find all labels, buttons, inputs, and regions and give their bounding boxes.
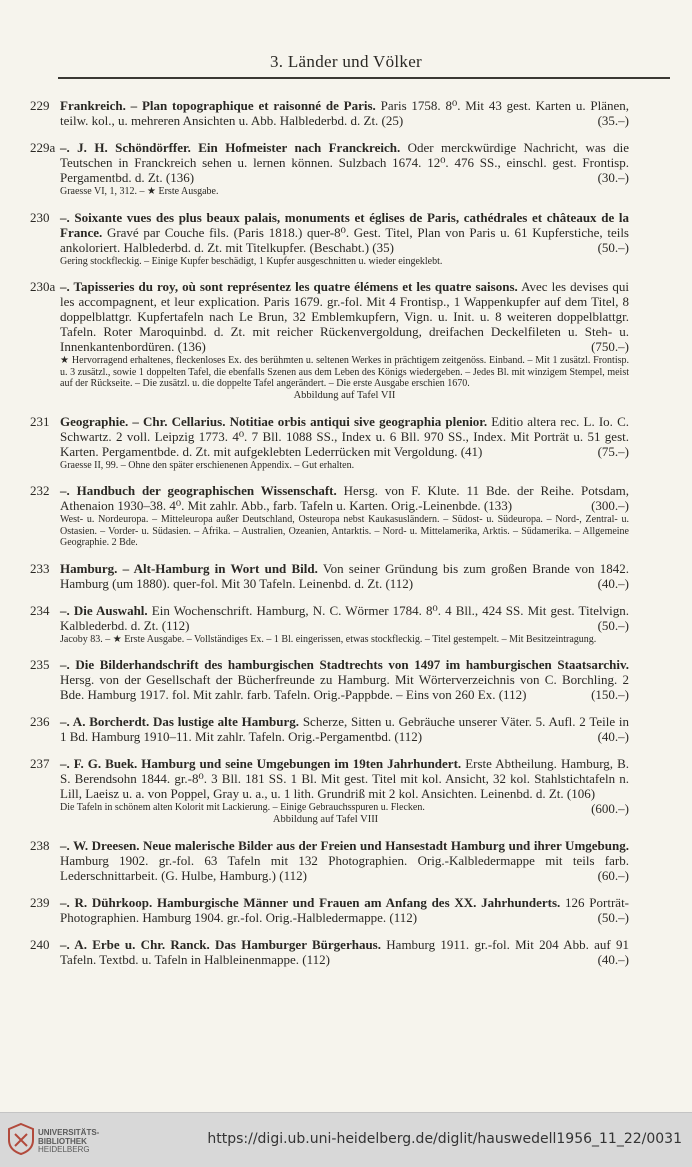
entry-description: Editio altera rec. L. Io. C. Schwartz. 2 voll. Leipzig 1773. 4⁰. 7 Bll. 1088 SS., Index u. 6 Bll. 970 SS., Index. Mit Porträt u. 51 gest. Karten. Pergamentbde. d. Zt. mit aufgeklebten Lederrücken mit Vergoldung. (41) [60, 413, 630, 459]
figure-reference: Abbildung auf Tafel VII [293, 389, 396, 401]
institution-name: UNIVERSITÄTS- BIBLIOTHEK HEIDELBERG [38, 1128, 100, 1154]
entry-description: Erste Abtheilung. Hamburg, B. S. Berendsohn 1844. gr.-8⁰. 3 Bll. 181 SS. 1 Bl. Mit gest. Titel mit kol. Ansicht, 32 kol. Stahlstichtafeln n. Lill, Laeisz u. a. von Poppel, Gray u. a., u. 1 lith. Grundriß mit 2 kol. Ansichten. Leinenbd. d. Zt. (106) [60, 756, 629, 801]
entry-price: (300.–) [591, 498, 629, 513]
figure-reference: Abbildung auf Tafel VIII [272, 813, 379, 825]
entry-number: 229 [30, 98, 50, 113]
university-seal-icon [6, 1122, 36, 1156]
entry-price: (40.–) [597, 575, 629, 591]
entry-title: –. Soixante vues des plus beaux palais, monuments et églises de Paris, cathédrales et châteaux de la France. [60, 209, 629, 240]
entry-title: Geographie. – Chr. Cellarius. Notitiae orbis antiqui sive geographia plenior. [60, 413, 488, 429]
entry-note: Die Tafeln in schönem alten Kolorit mit Lackierung. – Einige Gebrauchsspuren u. Flecken. [60, 802, 425, 813]
catalog-entry [0, 838, 692, 883]
entry-body [60, 657, 629, 702]
entry-price: (35.–) [597, 113, 629, 128]
entry-note: Graesse II, 99. – Ohne den später erschienenen Appendix. – Gut erhalten. [60, 459, 355, 471]
entry-price: (50.–) [597, 239, 629, 255]
catalog-entry [0, 98, 692, 128]
entry-body [60, 838, 629, 883]
entry-price: (40.–) [597, 729, 629, 744]
entry-body [60, 210, 629, 255]
entry-price: (50.–) [597, 909, 629, 925]
catalog-entry [0, 756, 692, 826]
catalog-entry [0, 483, 692, 549]
entry-number: 239 [30, 894, 50, 910]
entry-price: (600.–) [591, 801, 629, 816]
entry-price: (50.–) [597, 617, 629, 633]
catalog-entry [0, 937, 692, 967]
entry-body [60, 279, 629, 354]
header-rule [58, 77, 670, 79]
entry-body [60, 895, 629, 925]
entry-body [60, 483, 629, 513]
entry-title: –. F. G. Buek. Hamburg und seine Umgebungen im 19ten Jahrhundert. [60, 756, 462, 771]
catalog-entry [0, 414, 692, 472]
source-url-link[interactable]: https://digi.ub.uni-heidelberg.de/diglit/hauswedell1956_11_22/0031 [207, 1131, 682, 1147]
catalog-entry [0, 714, 692, 744]
catalog-entry [0, 561, 692, 591]
entry-description: Paris 1758. 8⁰. Mit 43 gest. Karten u. Plänen, teilw. kol., u. mehreren Ansichten u. Abb. Halblederbd. d. Zt. (25) [60, 98, 630, 128]
entry-description: Gravé par Couche fils. (Paris 1818.) quer-8⁰. Gest. Titel, Plan von Paris u. 61 Kupferstiche, teils ankoloriert. Halblederbd. d. Zt. mit Titelkupfer. (Beschabt.) (35) [60, 224, 629, 255]
entry-description: Oder merckwürdige Nachricht, was die Teutschen in Franckreich sehen u. lernen können. Sulzbach 1674. 12⁰. 476 SS., einschl. gest. Frontisp. Pergamentbd. d. Zt. (136) [60, 140, 629, 185]
entry-price: (75.–) [597, 443, 629, 459]
catalog-entry [0, 657, 692, 702]
entry-title: Hamburg. – Alt-Hamburg in Wort und Bild. [60, 560, 318, 576]
entry-title: –. R. Dührkoop. Hamburgische Männer und Frauen am Anfang des XX. Jahrhunderts. [60, 894, 561, 910]
entry-number: 233 [30, 560, 50, 576]
entry-note: ★ Hervorragend erhaltenes, fleckenloses Ex. des berühmten u. seltenen Werkes in prächtigem zeitgenöss. Einband. – Mit 1 zusätzl. Frontisp. u. 3 zusätzl., sowie 1 doppelten Tafel, die ebenfalls Szenen aus dem Leben des Königs wiedergeben. – Jedes Bl. mit winzigem Stempel, meist auf der Rückseite. – Die zusätzl. u. die doppelte Tafel angerändert. – Die erste Ausgabe erschien 1670. [60, 355, 629, 389]
entry-note: Gering stockfleckig. – Einige Kupfer beschädigt, 1 Kupfer ausgeschnitten u. wieder eingeklebt. [60, 255, 443, 267]
entry-body [60, 98, 629, 128]
entry-number: 229a [30, 140, 56, 155]
catalog-entry [0, 210, 692, 268]
entry-body [60, 414, 629, 459]
entry-number: 236 [30, 714, 50, 729]
entry-body [60, 714, 629, 744]
viewer-footer [0, 1112, 692, 1167]
entry-title: –. W. Dreesen. Neue malerische Bilder aus der Freien und Hansestadt Hamburg und ihrer Umgebung. [60, 837, 629, 853]
entry-description: Hamburg 1902. gr.-fol. 63 Tafeln mit 132 Photographien. Orig.-Kalbledermappe mit teils farb. Lederschnittarbeit. (G. Hulbe, Hamburg.) (112) [60, 852, 629, 883]
entry-number: 237 [30, 756, 50, 771]
entry-body [60, 140, 629, 185]
entry-description: Von seiner Gründung bis zum großen Brande von 1842. Hamburg (um 1880). quer-fol. Mit 30 Tafeln. Leinenbd. d. Zt. (112) [60, 560, 629, 591]
entry-price: (150.–) [591, 687, 629, 702]
catalog-entry [0, 895, 692, 925]
entry-title: –. J. H. Schöndörffer. Ein Hofmeister nach Franckreich. [60, 140, 401, 155]
entry-title: –. Handbuch der geographischen Wissenschaft. [60, 483, 337, 498]
entry-description: Ein Wochenschrift. Hamburg, N. C. Wörmer 1784. 8⁰. 4 Bll., 424 SS. Mit gest. Titelvign. Kalblederbd. d. Zt. (112) [60, 602, 629, 633]
entry-description: Hamburg 1911. gr.-fol. Mit 204 Abb. auf 91 Tafeln. Textbd. u. Tafeln in Halbleinenmappe. (112) [60, 936, 630, 967]
entry-number: 230 [30, 209, 50, 225]
entry-number: 234 [30, 602, 50, 618]
entry-note: Graesse VI, 1, 312. – ★ Erste Ausgabe. [60, 186, 219, 197]
entry-description: Avec les devises qui les accompagnent, et leur explication. Paris 1679. gr.-fol. Mit 4 Frontisp., 1 Wappenkupfer auf dem Titel, 8 doppelblattgr. Kupfertafeln nach Le Brun, 32 Emblemkupfern, Vign. u. Init. u. 8 weiteren doppelblattgr. Tafeln. Roter Maroquinbd. d. Zt. mit reicher Rückenvergoldung, dreifachen Deckelfileten u. Steh- u. Innenkantenbordüren. (136) [60, 279, 629, 354]
entry-number: 230a [30, 279, 56, 294]
entry-body [60, 561, 629, 591]
entry-title: –. A. Erbe u. Chr. Ranck. Das Hamburger Bürgerhaus. [60, 936, 381, 952]
entry-price: (30.–) [597, 170, 629, 185]
entry-description: Hersg. von der Gesellschaft der Bücherfreunde zu Hamburg. Mit Wörterverzeichnis von C. Borchling. 2 Bde. Hamburg 1917. fol. Mit zahlr. farb. Tafeln. Orig.-Pappbde. – Eins von 260 Ex. (112) [60, 672, 629, 702]
catalog-entry [0, 279, 692, 402]
entry-description: Hersg. von F. Klute. 11 Bde. der Reihe. Potsdam, Athenaion 1930–38. 4⁰. Mit zahlr. Abb., farb. Tafeln u. Karten. Orig.-Leinenbde. (133) [60, 483, 630, 513]
entry-description: 126 Porträt-Photographien. Hamburg 1904. gr.-fol. Orig.-Halbledermappe. (112) [60, 894, 630, 925]
entry-price: (750.–) [591, 339, 629, 354]
entry-body [60, 937, 629, 967]
entry-title: Frankreich. – Plan topographique et raisonné de Paris. [60, 98, 376, 113]
entry-price: (60.–) [597, 867, 629, 883]
entry-note: Jacoby 83. – ★ Erste Ausgabe. – Vollständiges Ex. – 1 Bl. eingerissen, etwas stockfleckig. – Titel gestempelt. – Mit Besitzeintragung. [60, 633, 597, 645]
entry-price: (40.–) [597, 951, 629, 967]
entry-title: –. Die Auswahl. [60, 602, 148, 618]
entry-list [0, 98, 692, 979]
entry-note: West- u. Nordeuropa. – Mitteleuropa außer Deutschland, Osteuropa nebst Kaukasusländern. – Südost- u. Südeuropa. – Nord-, Zentral- u. Ostasien. – Vorder- u. Südasien. – Afrika. – Australien, Ozeanien, Antarktis. – Nord- u. Mittelamerika, Arktis. – Südamerika. – Allgemeine Geographie. 2 Bde. [60, 514, 629, 548]
entry-title: –. Tapisseries du roy, où sont représentez les quatre élémens et les quatre saisons. [60, 279, 518, 294]
entry-number: 240 [30, 936, 50, 952]
entry-number: 238 [30, 837, 50, 853]
entry-number: 235 [30, 657, 50, 672]
entry-title: –. Die Bilderhandschrift des hamburgischen Stadtrechts von 1497 im hamburgischen Staatsarchiv. [60, 657, 629, 672]
entry-title: –. A. Borcherdt. Das lustige alte Hamburg. [60, 714, 300, 729]
entry-number: 232 [30, 483, 50, 498]
entry-description: Scherze, Sitten u. Gebräuche unserer Väter. 5. Aufl. 2 Teile in 1 Bd. Hamburg 1910–11. Mit zahlr. Tafeln. Orig.-Pergamentbd. (112) [60, 714, 630, 744]
catalog-entry [0, 140, 692, 198]
page-title: 3. Länder und Völker [269, 52, 423, 71]
catalog-entry [0, 603, 692, 646]
entry-number: 231 [30, 413, 50, 429]
entry-body [60, 603, 629, 633]
